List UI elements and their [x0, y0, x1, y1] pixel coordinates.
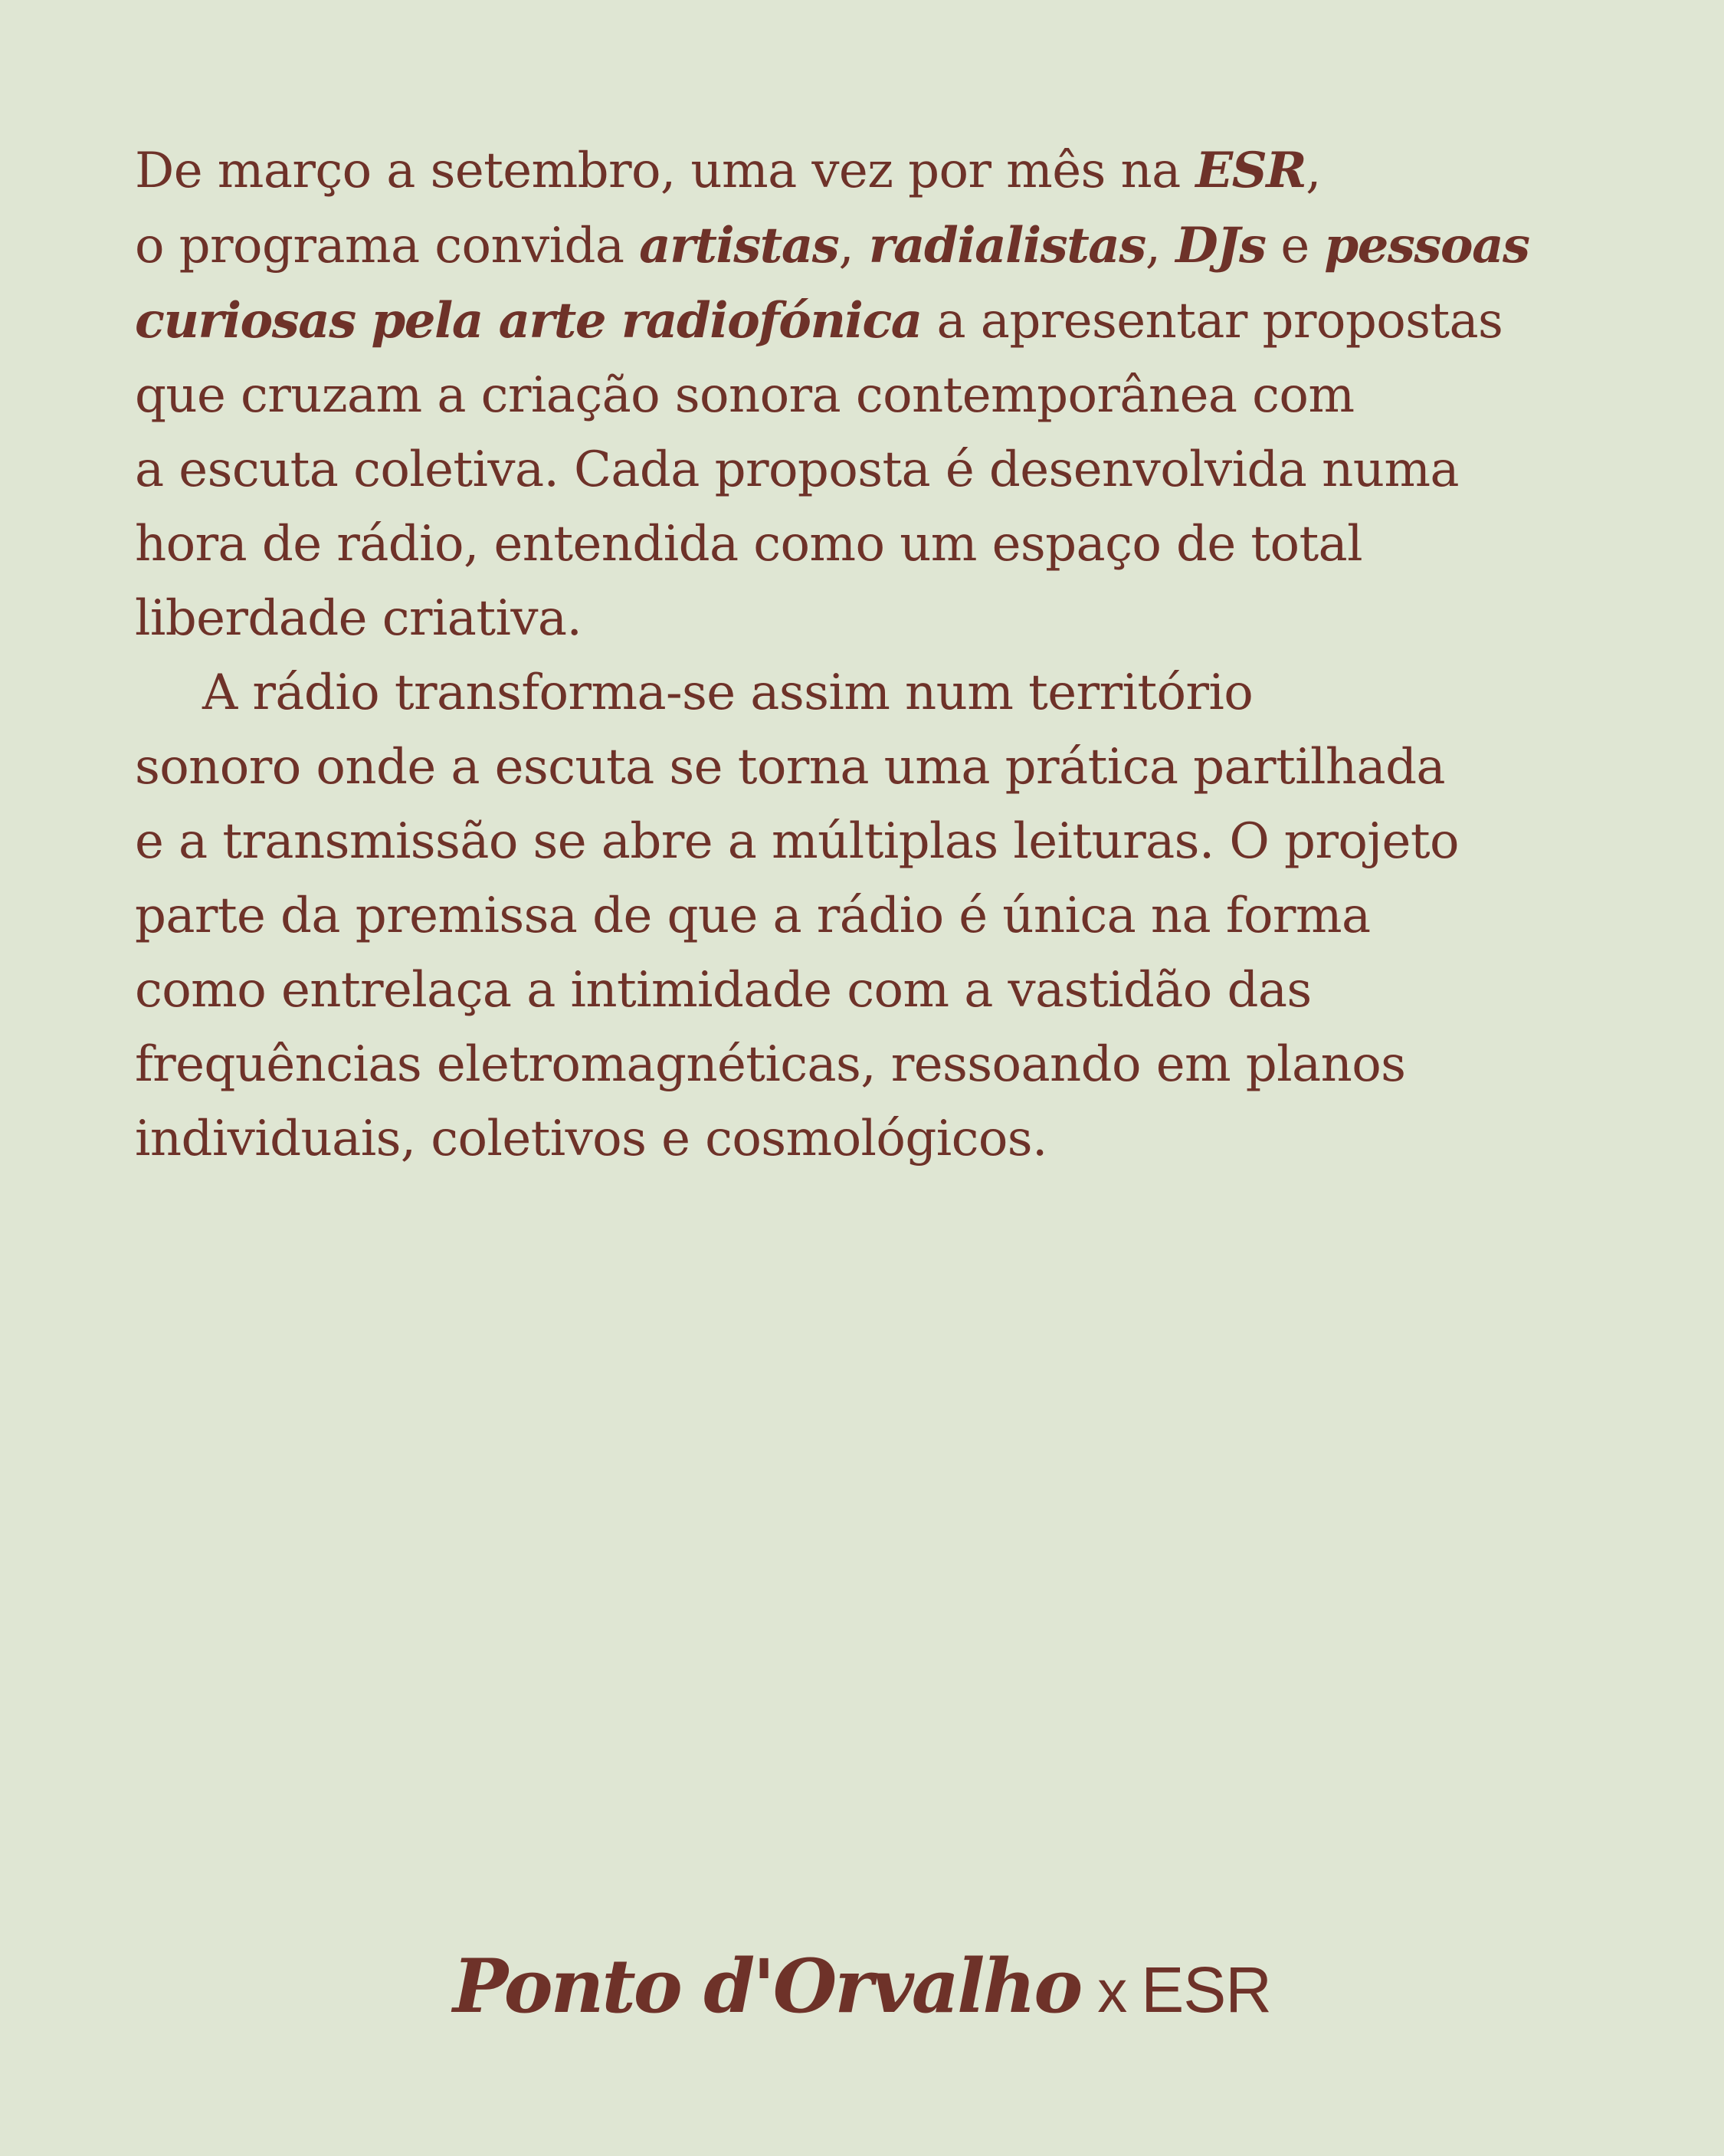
paragraph-2-line-7: individuais, coletivos e cosmológicos. [135, 1111, 1047, 1167]
paragraph-1-line-3: curiosas pela arte radiofónica a apresentar propostas [135, 292, 1503, 349]
paragraph-2-line-2: sonoro onde a escuta se torna uma prática partilhada [135, 739, 1445, 796]
body-text [135, 133, 1637, 1176]
paragraph-2-line-1: A rádio transforma-se assim num território [202, 665, 1254, 721]
partner-name: ESR [1141, 1954, 1271, 2026]
paragraph-2-line-3: e a transmissão se abre a múltiplas leituras. O projeto [135, 813, 1459, 870]
paragraph-1-line-5: a escuta coletiva. Cada proposta é desenvolvida numa [135, 441, 1459, 498]
paragraph-1-line-6: hora de rádio, entendida como um espaço de total [135, 516, 1362, 573]
paragraph-2-line-5: como entrelaça a intimidade com a vastidão das [135, 962, 1312, 1019]
highlight-curiosas: curiosas pela arte radiofónica [135, 292, 922, 349]
paragraph-2-line-6: frequências eletromagnéticas, ressoando em planos [135, 1036, 1406, 1093]
brand-name: Ponto d'Orvalho [453, 1943, 1081, 2030]
highlight-djs: DJs [1175, 217, 1266, 274]
paragraph-1-line-2: o programa convida artistas, radialistas, DJs e pessoas [135, 217, 1529, 274]
highlight-radialistas: radialistas [868, 217, 1146, 274]
paragraph-1-line-1: De março a setembro, uma vez por mês na ESR, [135, 142, 1321, 199]
collab-separator: x [1097, 1957, 1128, 2025]
paragraph-2-line-4: parte da premissa de que a rádio é única na forma [135, 888, 1371, 944]
paragraph-1-line-4: que cruzam a criação sonora contemporânea com [135, 367, 1355, 424]
highlight-esr: ESR [1195, 142, 1306, 199]
highlight-artistas: artistas [639, 217, 839, 274]
paragraph-1-line-7: liberdade criativa. [135, 590, 582, 647]
footer-credits [0, 1943, 1724, 2030]
highlight-pessoas: pessoas [1324, 217, 1529, 274]
